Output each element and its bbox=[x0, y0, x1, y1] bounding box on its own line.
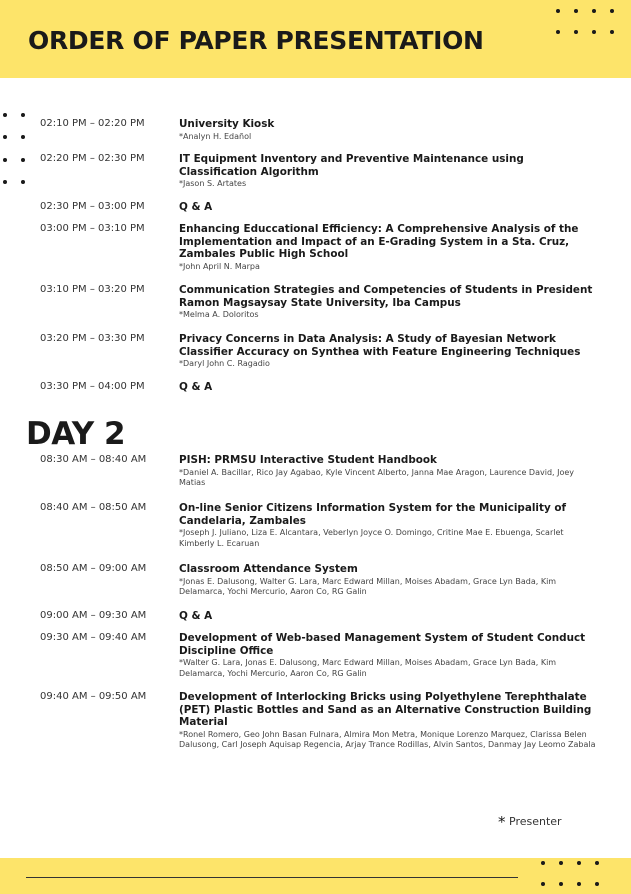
session-time: 09:00 AM – 09:30 AM bbox=[40, 610, 147, 621]
session-title: University Kiosk bbox=[179, 118, 275, 130]
session-authors: *John April N. Marpa bbox=[179, 261, 260, 271]
session-time: 03:10 PM – 03:20 PM bbox=[40, 284, 145, 295]
session-title: Development of Interlocking Bricks using Polyethylene Terephthalate (PET) Plastic Bottles and Sand as an Alternative Construction Building Material bbox=[179, 691, 592, 729]
session-authors: *Melma A. Doloritos bbox=[179, 310, 259, 320]
session-title: Q & A bbox=[179, 610, 213, 622]
session-time: 02:10 PM – 02:20 PM bbox=[40, 118, 145, 129]
session-time: 03:30 PM – 04:00 PM bbox=[40, 381, 145, 392]
session-title: Q & A bbox=[179, 381, 213, 393]
session-title: IT Equipment Inventory and Preventive Maintenance using Classification Algorithm bbox=[179, 153, 524, 178]
day2-heading: DAY 2 bbox=[26, 416, 126, 452]
session-time: 02:20 PM – 02:30 PM bbox=[40, 153, 145, 164]
session-title: Communication Strategies and Competencies of Students in President Ramon Magsaysay State University, Iba Campus bbox=[179, 284, 593, 309]
decorative-dots-top-right bbox=[556, 9, 616, 39]
page-title: ORDER OF PAPER PRESENTATION bbox=[28, 26, 484, 55]
session-title: Privacy Concerns in Data Analysis: A Study of Bayesian Network Classifier Accuracy on Synthea with Feature Engineering Techniques bbox=[179, 333, 581, 358]
session-authors: *Ronel Romero, Geo John Basan Fulnara, Almira Mon Metra, Monique Lorenzo Marquez, Clarissa Belen Dalusong, Carl Joseph Aquisap Regencia, Arjay Trance Rodillas, Alvin Santos, Danmay Jay Leomo Zabala bbox=[179, 729, 596, 750]
session-time: 03:00 PM – 03:10 PM bbox=[40, 223, 145, 234]
session-title: On-line Senior Citizens Information System for the Municipality of Candelaria, Zambales bbox=[179, 502, 567, 527]
session-time: 03:20 PM – 03:30 PM bbox=[40, 333, 145, 344]
session-title: Q & A bbox=[179, 201, 213, 213]
session-title: Enhancing Educcational Efficiency: A Comprehensive Analysis of the Implementation and Impact of an E-Grading System in a Sta. Cruz, Zambales Public High School bbox=[179, 223, 579, 261]
session-time: 08:30 AM – 08:40 AM bbox=[40, 454, 147, 465]
decorative-dots-left bbox=[3, 113, 27, 185]
session-title: PISH: PRMSU Interactive Student Handbook bbox=[179, 454, 437, 466]
session-authors: *Walter G. Lara, Jonas E. Dalusong, Marc Edward Millan, Moises Abadam, Grace Lyn Bada, Kim Delamarca, Yochi Mercurio, Aaron Co, RG Galin bbox=[179, 658, 557, 678]
session-authors: *Jason S. Artates bbox=[179, 179, 247, 189]
session-time: 09:40 AM – 09:50 AM bbox=[40, 691, 147, 702]
presenter-asterisk: * bbox=[498, 813, 506, 831]
session-time: 02:30 PM – 03:00 PM bbox=[40, 201, 145, 212]
session-authors: *Analyn H. Edañol bbox=[179, 131, 252, 141]
footer-divider bbox=[26, 877, 518, 878]
header-band bbox=[0, 0, 631, 78]
footer-band bbox=[0, 858, 631, 894]
session-time: 09:30 AM – 09:40 AM bbox=[40, 632, 147, 643]
session-authors: *Jonas E. Dalusong, Walter G. Lara, Marc Edward Millan, Moises Abadam, Grace Lyn Bada, Kim Delamarca, Yochi Mercurio, Aaron Co, RG Galin bbox=[179, 576, 557, 597]
session-title: Development of Web-based Management System of Student Conduct Discipline Office bbox=[179, 632, 586, 657]
session-time: 08:40 AM – 08:50 AM bbox=[40, 502, 147, 513]
session-title: Classroom Attendance System bbox=[179, 563, 358, 575]
session-time: 08:50 AM – 09:00 AM bbox=[40, 563, 147, 574]
session-authors: *Daniel A. Bacillar, Rico Jay Agabao, Kyle Vincent Alberto, Janna Mae Aragon, Laurence David, Joey Matias bbox=[179, 467, 575, 488]
presenter-legend-text: Presenter bbox=[509, 815, 562, 828]
session-authors: *Daryl John C. Ragadio bbox=[179, 359, 270, 369]
session-authors: *Joseph J. Juliano, Liza E. Alcantara, Veberlyn Joyce O. Domingo, Critine Mae E. Ebuenga, Scarlet Kimberly L. Ecaruan bbox=[179, 528, 564, 548]
presenter-legend bbox=[498, 813, 562, 831]
decorative-dots-bottom-right bbox=[541, 861, 601, 891]
